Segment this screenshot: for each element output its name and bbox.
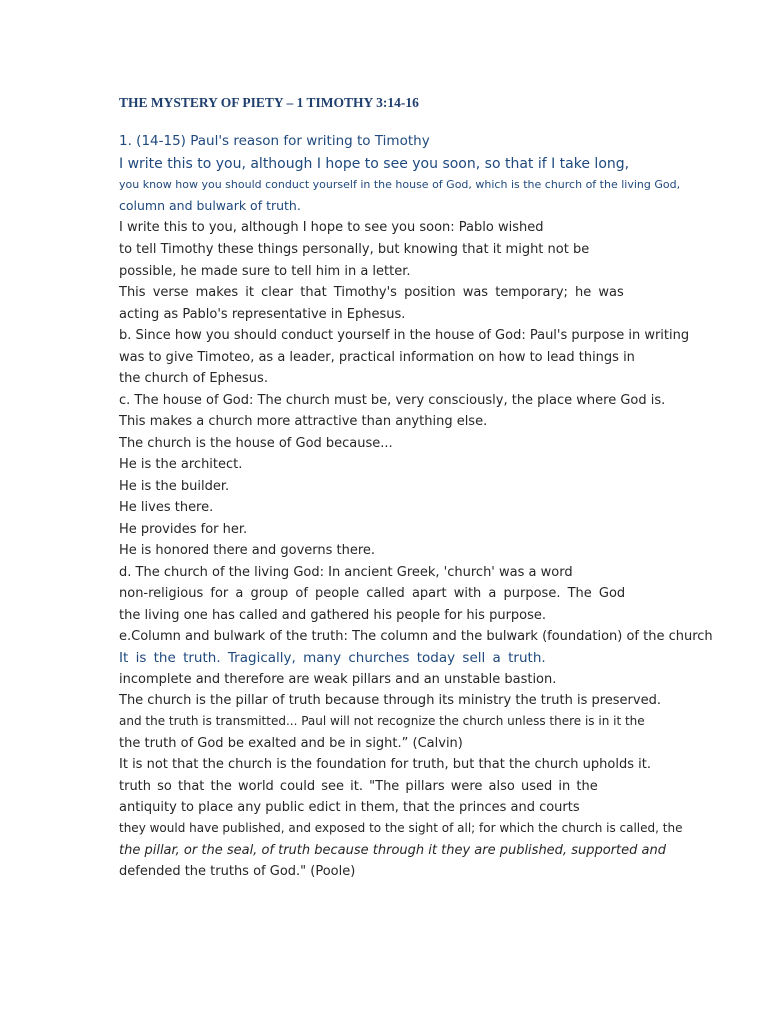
list-item: He is the builder. [119,479,230,494]
body-line: the living one has called and gathered his people for his purpose. [119,608,547,623]
body-line: was to give Timoteo, as a leader, practical information on how to lead things in [119,350,635,365]
list-item: He is honored there and governs there. [119,543,376,558]
body-line: possible, he made sure to tell him in a letter. [119,264,411,279]
body-line: e.Column and bulwark of the truth: The column and the bulwark (foundation) of the church [119,629,713,644]
emphasis-line: It is the truth. Tragically, many churches today sell a truth. [119,650,546,666]
body-line: acting as Pablo's representative in Ephesus. [119,307,406,322]
section-heading: 1. (14-15) Paul's reason for writing to Timothy [119,133,430,149]
body-line: they would have published, and exposed to the sight of all; for which the church is called, the [119,821,683,835]
body-line: non-religious for a group of people called apart with a purpose. The God [119,586,626,601]
body-line: c. The house of God: The church must be, very consciously, the place where God is. [119,393,666,408]
body-line: defended the truths of God." (Poole) [119,864,356,879]
body-line: and the truth is transmitted... Paul will not recognize the church unless there is in it the [119,714,645,728]
verse-line: I write this to you, although I hope to see you soon, so that if I take long, [119,156,630,172]
body-line: to tell Timothy these things personally, but knowing that it might not be [119,242,590,257]
body-line: I write this to you, although I hope to see you soon: Pablo wished [119,220,544,235]
body-line: b. Since how you should conduct yourself in the house of God: Paul's purpose in writing [119,328,690,343]
verse-line: you know how you should conduct yourself in the house of God, which is the church of the living God, [119,178,681,191]
body-line: incomplete and therefore are weak pillars and an unstable bastion. [119,672,557,687]
body-line: the church of Ephesus. [119,371,268,386]
italic-line: the pillar, or the seal, of truth because through it they are published, supported and [119,843,666,858]
list-item: He is the architect. [119,457,243,472]
body-line: This makes a church more attractive than anything else. [119,414,488,429]
body-line: truth so that the world could see it. "The pillars were also used in the [119,779,598,794]
body-line: This verse makes it clear that Timothy's position was temporary; he was [119,285,624,300]
verse-line: column and bulwark of truth. [119,198,301,213]
body-line: The church is the pillar of truth because through its ministry the truth is preserved. [119,693,661,708]
document-title: THE MYSTERY OF PIETY – 1 TIMOTHY 3:14-16 [119,95,419,110]
list-item: He lives there. [119,500,214,515]
body-line: the truth of God be exalted and be in sight.” (Calvin) [119,736,463,751]
body-line: The church is the house of God because... [119,436,393,451]
body-line: d. The church of the living God: In ancient Greek, 'church' was a word [119,565,573,580]
body-line: It is not that the church is the foundation for truth, but that the church upholds it. [119,757,651,772]
body-line: antiquity to place any public edict in them, that the princes and courts [119,800,580,815]
list-item: He provides for her. [119,522,248,537]
